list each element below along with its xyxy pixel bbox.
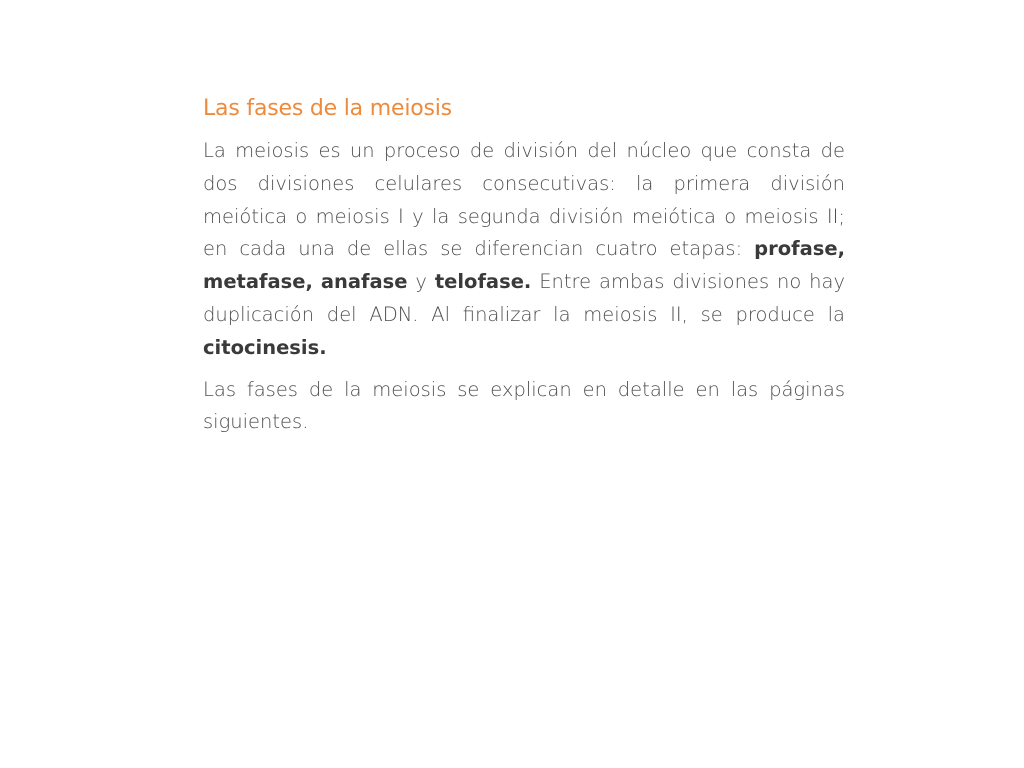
document-section [203, 93, 845, 439]
paragraph-note: Las fases de la meiosis se explican en detalle en las páginas siguientes. [203, 377, 845, 434]
paragraph-intro [203, 135, 845, 365]
term-profase: profase, [754, 237, 845, 261]
section-title: Las fases de la meiosis [203, 96, 452, 121]
paragraph-text: La meiosis es un proceso de división del núcleo que consta de dos divisiones celulares consecutivas: la primera división meiótica o meiosis I y la segunda división meiótica o meiosis II; en cada una de ellas se diferencian cuatro etapas: [203, 139, 845, 261]
term-anafase: anafase [320, 270, 408, 294]
separator: y [407, 270, 435, 294]
paragraph-text: Entre ambas divisiones no hay duplicación del ADN. Al finalizar la meiosis II, se produce la [203, 270, 846, 326]
separator [313, 270, 321, 293]
term-telofase: telofase. [434, 270, 532, 294]
term-citocinesis: citocinesis. [203, 335, 327, 359]
term-metafase: metafase, [203, 270, 313, 294]
